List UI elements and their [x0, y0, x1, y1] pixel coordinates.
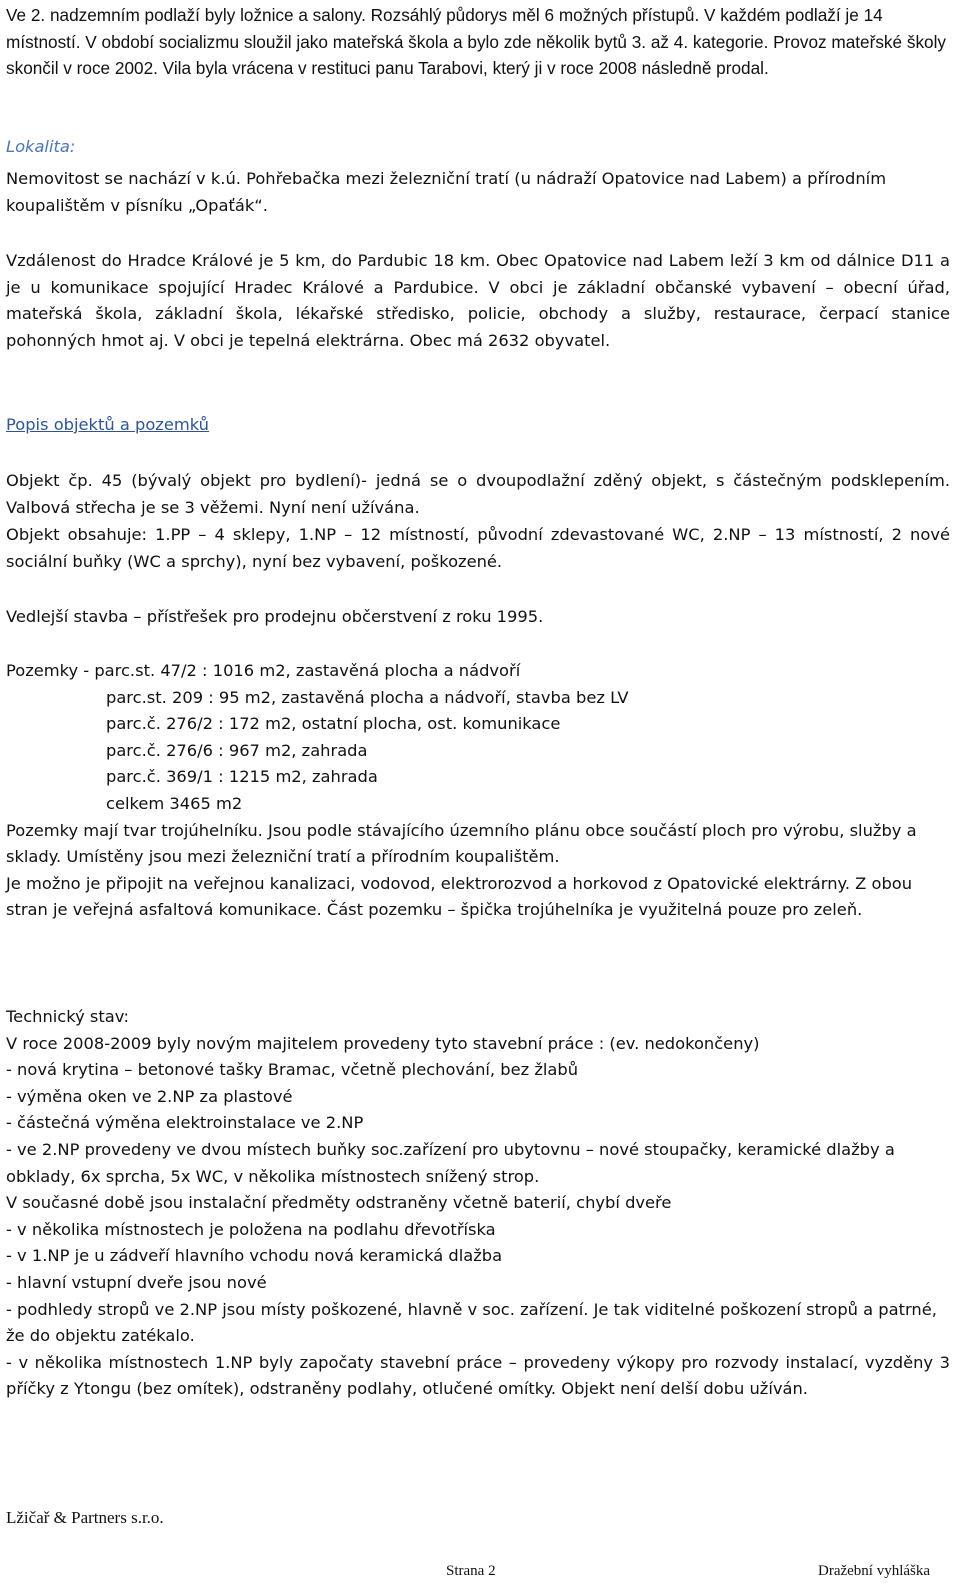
pozemky-item: parc.č. 276/2 : 172 m2, ostatní plocha, ost. komunikace [106, 714, 561, 734]
obsahuje-paragraph: Objekt obsahuje: 1.PP – 4 sklepy, 1.NP – 12 místností, původní zdevastované WC, 2.NP – 13 místností, 2 nové sociální buňky (WC a sprchy), nyní bez vybavení, poškozené. [6, 525, 950, 571]
stav-line: - ve 2.NP provedeny ve dvou místech buňky soc.zařízení pro ubytovnu – nové stoupačky, keramické dlažby a obklady, 6x sprcha, 5x WC, v několika místnostech snížený strop. [6, 1139, 895, 1186]
stav-line: - výměna oken ve 2.NP za plastové [6, 1086, 293, 1106]
stav-line: - v několika místnostech 1.NP byly započaty stavební práce – provedeny výkopy pro rozvody instalací, vyzděny 3 příčky z Ytongu (bez omítek), odstraněny podlahy, otlučené omítky. Objekt není delší dobu užíván. [6, 1352, 950, 1399]
pozemky-first: Pozemky - parc.st. 47/2 : 1016 m2, zastavěná plocha a nádvoří [6, 661, 521, 680]
stav-line: - podhledy stropů ve 2.NP jsou místy poškozené, hlavně v soc. zařízení. Je tak viditelné poškození stropů a patrné, že do objektu zatékalo. [6, 1299, 937, 1346]
pozemky-item: parc.st. 209 : 95 m2, zastavěná plocha a nádvoří, stavba bez LV [106, 687, 629, 707]
stav-line: V současné době jsou instalační předměty odstraněny včetně baterií, chybí dveře [6, 1193, 672, 1213]
pozemky-item: parc.č. 369/1 : 1215 m2, zahrada [106, 767, 378, 787]
stav-label: Technický stav: [6, 1007, 129, 1026]
pozemky-list [6, 658, 950, 924]
stav-line: - hlavní vstupní dveře jsou nové [6, 1272, 267, 1292]
stav-line: - částečná výměna elektroinstalace ve 2.NP [6, 1113, 364, 1133]
stav-line: - nová krytina – betonové tašky Bramac, včetně plechování, bez žlabů [6, 1060, 579, 1080]
pozemky-connect: Je možno je připojit na veřejnou kanalizaci, vodovod, elektrorozvod a horkovod z Opatovické elektrárny. Z obou stran je veřejná asfaltová komunikace. Část pozemku – špička trojúhelníka je využitelná pouze pro zeleň. [6, 873, 913, 920]
stav-line: - v 1.NP je u zádveří hlavního vchodu nová keramická dlažba [6, 1246, 503, 1266]
document-name: Dražební vyhláška [818, 1563, 931, 1579]
lokalita-label: Lokalita: [6, 137, 76, 156]
pozemky-total: celkem 3465 m2 [106, 793, 243, 813]
lokalita-text: Nemovitost se nachází v k.ú. Pohřebačka mezi železniční tratí (u nádraží Opatovice nad Labem) a přírodním koupalištěm v písníku „Opaťák“. [6, 169, 887, 215]
section-heading: Popis objektů a pozemků [6, 415, 209, 434]
stav-line: - v několika místnostech je položena na podlahu dřevotříska [6, 1219, 496, 1239]
page-number: Strana 2 [446, 1563, 496, 1579]
distance-paragraph: Vzdálenost do Hradce Králové je 5 km, do Pardubic 18 km. Obec Opatovice nad Labem leží 3 km od dálnice D11 a je u komunikace spojující Hradec Králové a Pardubice. V obci je základní občanské vybavení – obecní úřad, mateřská škola, základní škola, lékařské středisko, policie, obchody a služby, restaurace, čerpací stanice pohonných hmot aj. V obci je tepelná elektrárna. Obec má 2632 obyvatel. [6, 251, 950, 350]
intro-paragraph: Ve 2. nadzemním podlaží byly ložnice a salony. Rozsáhlý půdorys měl 6 možných přístupů. V každém podlaží je 14 místností. V období socializmu sloužil jako mateřská škola a bylo zde několik bytů 3. až 4. kategorie. Provoz mateřské školy skončil v roce 2002. Vila byla vrácena v restituci panu Tarabovi, který ji v roce 2008 následně prodal. [6, 5, 947, 79]
pozemky-desc: Pozemky mají tvar trojúhelníku. Jsou podle stávajícího územního plánu obce součástí ploch pro výrobu, služby a sklady. Umístěny jsou mezi železniční tratí a přírodním koupalištěm. [6, 820, 917, 867]
technicky-stav [6, 1004, 950, 1403]
stav-line: V roce 2008-2009 byly novým majitelem provedeny tyto stavební práce : (ev. nedokončeny) [6, 1033, 760, 1053]
vedlejsi-stavba: Vedlejší stavba – přístřešek pro prodejnu občerstvení z roku 1995. [6, 607, 544, 626]
objekt-paragraph: Objekt čp. 45 (bývalý objekt pro bydlení)- jedná se o dvoupodlažní zděný objekt, s částečným podsklepením. Valbová střecha je se 3 věžemi. Nyní není užívána. [6, 471, 950, 517]
company-name: Lžičař & Partners s.r.o. [6, 1508, 164, 1527]
pozemky-item: parc.č. 276/6 : 967 m2, zahrada [106, 740, 368, 760]
